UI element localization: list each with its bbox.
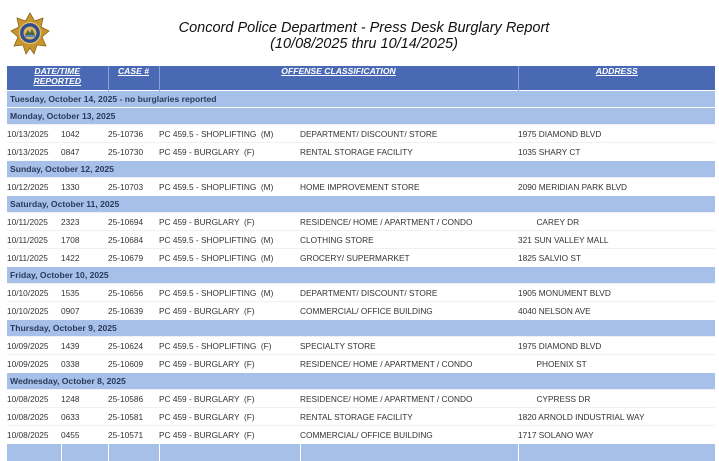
table-row <box>7 143 715 161</box>
location-type: COMMERCIAL/ OFFICE BUILDING <box>300 426 518 444</box>
day-label: Monday, October 13, 2025 <box>7 108 715 125</box>
address: CAREY DR <box>518 213 715 231</box>
reported-date: 10/13/2025 <box>7 125 61 143</box>
table-row <box>7 408 715 426</box>
reported-time: 1330 <box>61 178 108 196</box>
day-label: Friday, October 10, 2025 <box>7 267 715 284</box>
table-row <box>7 249 715 267</box>
reported-time: 1439 <box>61 337 108 355</box>
location-type: CLOTHING STORE <box>300 231 518 249</box>
address: 1820 ARNOLD INDUSTRIAL WAY <box>518 408 715 426</box>
table-row <box>7 178 715 196</box>
offense-code: PC 459.5 - SHOPLIFTING (M) <box>159 231 300 249</box>
location-type: SPECIALTY STORE <box>300 337 518 355</box>
case-number: 25-10656 <box>108 284 159 302</box>
report-title: Concord Police Department - Press Desk Burglary Report <box>150 20 578 36</box>
burglary-report-table <box>7 66 715 461</box>
reported-time: 1708 <box>61 231 108 249</box>
case-number: 25-10624 <box>108 337 159 355</box>
case-number: 25-10684 <box>108 231 159 249</box>
column-header-offense: OFFENSE CLASSIFICATION <box>159 66 518 91</box>
column-header-address: ADDRESS <box>518 66 715 91</box>
table-row <box>7 213 715 231</box>
day-label: Saturday, October 11, 2025 <box>7 196 715 213</box>
reported-date: 10/08/2025 <box>7 390 61 408</box>
reported-date: 10/13/2025 <box>7 143 61 161</box>
offense-code: PC 459.5 - SHOPLIFTING (M) <box>159 178 300 196</box>
day-header-row <box>7 196 715 213</box>
case-number: 25-10736 <box>108 125 159 143</box>
day-header-row <box>7 161 715 178</box>
offense-code: PC 459 - BURGLARY (F) <box>159 426 300 444</box>
footer-cell <box>159 444 300 461</box>
case-number: 25-10581 <box>108 408 159 426</box>
offense-code: PC 459.5 - SHOPLIFTING (F) <box>159 337 300 355</box>
location-type: DEPARTMENT/ DISCOUNT/ STORE <box>300 125 518 143</box>
offense-code: PC 459.5 - SHOPLIFTING (M) <box>159 284 300 302</box>
reported-time: 0633 <box>61 408 108 426</box>
footer-cell <box>518 444 715 461</box>
case-number: 25-10679 <box>108 249 159 267</box>
day-header-row <box>7 267 715 284</box>
table-header-row <box>7 66 715 91</box>
reported-time: 1535 <box>61 284 108 302</box>
address: 321 SUN VALLEY MALL <box>518 231 715 249</box>
table-row <box>7 337 715 355</box>
reported-date: 10/10/2025 <box>7 284 61 302</box>
table-row <box>7 125 715 143</box>
reported-time: 0338 <box>61 355 108 373</box>
location-type: RENTAL STORAGE FACILITY <box>300 143 518 161</box>
address: 2090 MERIDIAN PARK BLVD <box>518 178 715 196</box>
offense-code: PC 459 - BURGLARY (F) <box>159 302 300 320</box>
footer-cell <box>300 444 518 461</box>
reported-time: 2323 <box>61 213 108 231</box>
address: PHOENIX ST <box>518 355 715 373</box>
location-type: RESIDENCE/ HOME / APARTMENT / CONDO <box>300 390 518 408</box>
reported-date: 10/12/2025 <box>7 178 61 196</box>
day-header-row <box>7 373 715 390</box>
address: 1035 SHARY CT <box>518 143 715 161</box>
location-type: RENTAL STORAGE FACILITY <box>300 408 518 426</box>
location-type: GROCERY/ SUPERMARKET <box>300 249 518 267</box>
offense-code: PC 459.5 - SHOPLIFTING (M) <box>159 125 300 143</box>
reported-date: 10/09/2025 <box>7 355 61 373</box>
address: 1975 DIAMOND BLVD <box>518 125 715 143</box>
offense-code: PC 459 - BURGLARY (F) <box>159 213 300 231</box>
location-type: RESIDENCE/ HOME / APARTMENT / CONDO <box>300 355 518 373</box>
location-type: RESIDENCE/ HOME / APARTMENT / CONDO <box>300 213 518 231</box>
reported-date: 10/11/2025 <box>7 213 61 231</box>
location-type: DEPARTMENT/ DISCOUNT/ STORE <box>300 284 518 302</box>
reported-date: 10/08/2025 <box>7 408 61 426</box>
day-label: Sunday, October 12, 2025 <box>7 161 715 178</box>
reported-date: 10/11/2025 <box>7 249 61 267</box>
day-label: Thursday, October 9, 2025 <box>7 320 715 337</box>
column-header-case: CASE # <box>108 66 159 91</box>
reported-date: 10/08/2025 <box>7 426 61 444</box>
report-date-range: (10/08/2025 thru 10/14/2025) <box>150 36 578 52</box>
report-body <box>7 91 715 461</box>
day-header-row <box>7 320 715 337</box>
day-label: Tuesday, October 14, 2025 - no burglaries reported <box>7 91 715 108</box>
address: 4040 NELSON AVE <box>518 302 715 320</box>
day-header-row <box>7 91 715 108</box>
case-number: 25-10609 <box>108 355 159 373</box>
table-row <box>7 231 715 249</box>
table-row <box>7 426 715 444</box>
column-header-date-time: DATE/TIME REPORTED <box>7 66 108 91</box>
offense-code: PC 459 - BURGLARY (F) <box>159 355 300 373</box>
table-row <box>7 355 715 373</box>
case-number: 25-10571 <box>108 426 159 444</box>
table-row <box>7 284 715 302</box>
case-number: 25-10639 <box>108 302 159 320</box>
address: CYPRESS DR <box>518 390 715 408</box>
day-header-row <box>7 108 715 125</box>
footer-cell <box>61 444 108 461</box>
reported-time: 0847 <box>61 143 108 161</box>
offense-code: PC 459 - BURGLARY (F) <box>159 143 300 161</box>
footer-cell <box>7 444 61 461</box>
reported-date: 10/09/2025 <box>7 337 61 355</box>
reported-time: 1422 <box>61 249 108 267</box>
footer-cell <box>108 444 159 461</box>
case-number: 25-10586 <box>108 390 159 408</box>
location-type: COMMERCIAL/ OFFICE BUILDING <box>300 302 518 320</box>
reported-date: 10/10/2025 <box>7 302 61 320</box>
day-label: Wednesday, October 8, 2025 <box>7 373 715 390</box>
table-row <box>7 302 715 320</box>
offense-code: PC 459 - BURGLARY (F) <box>159 408 300 426</box>
reported-time: 0455 <box>61 426 108 444</box>
reported-time: 1042 <box>61 125 108 143</box>
offense-code: PC 459 - BURGLARY (F) <box>159 390 300 408</box>
table-row <box>7 390 715 408</box>
location-type: HOME IMPROVEMENT STORE <box>300 178 518 196</box>
case-number: 25-10703 <box>108 178 159 196</box>
table-footer-band <box>7 444 715 461</box>
address: 1905 MONUMENT BLVD <box>518 284 715 302</box>
case-number: 25-10730 <box>108 143 159 161</box>
address: 1825 SALVIO ST <box>518 249 715 267</box>
reported-time: 1248 <box>61 390 108 408</box>
address: 1975 DIAMOND BLVD <box>518 337 715 355</box>
police-star-badge-icon <box>10 12 50 56</box>
case-number: 25-10694 <box>108 213 159 231</box>
reported-date: 10/11/2025 <box>7 231 61 249</box>
address: 1717 SOLANO WAY <box>518 426 715 444</box>
reported-time: 0907 <box>61 302 108 320</box>
offense-code: PC 459.5 - SHOPLIFTING (M) <box>159 249 300 267</box>
report-title-block <box>150 20 578 52</box>
